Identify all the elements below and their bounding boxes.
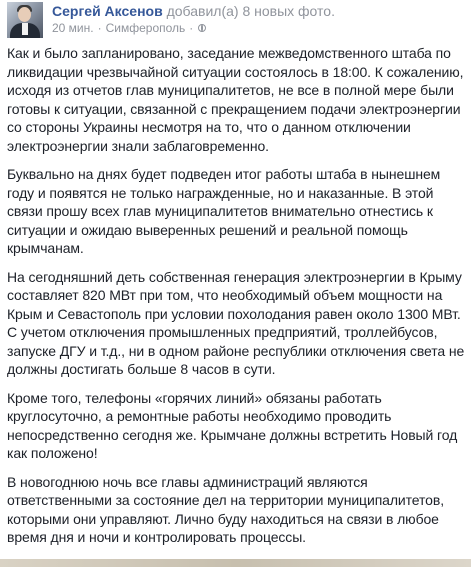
post-photo-preview[interactable]: [0, 559, 471, 567]
author-avatar[interactable]: [7, 2, 43, 38]
post-timestamp[interactable]: 20 мин.: [52, 21, 94, 35]
post-location[interactable]: Симферополь: [105, 21, 186, 35]
post-paragraph: В новогоднюю ночь все главы администраций являются ответственными за состояние дел на территории муниципалитетов, которыми они управляют. Лично буду находиться на связи в любое время дня и ночи и контролировать процессы.: [7, 473, 444, 545]
post-action-text: добавил(а) 8 новых фото.: [166, 3, 335, 19]
separator-dot: ·: [189, 21, 194, 35]
post-paragraph: Буквально на днях будет подведен итог работы штаба в нынешнем году и появятся не только награжденные, но и наказанные. В этой связи прошу всех глав муниципалитетов внимательно отнестись к ситуации и ожидаю выверенных решений и реальной помощь крымчанам.: [7, 166, 441, 256]
separator-dot: ·: [97, 21, 102, 35]
post-meta: [52, 2, 335, 36]
post-subline: [52, 20, 335, 36]
post-header: [7, 2, 335, 38]
post-title-line: [52, 2, 335, 20]
post-paragraph: На сегодняшний деть собственная генерация электроэнергии в Крыму составляет 820 МВт при том, что необходимый объем мощности на Крым и Севастополь при условии похолодания равен около 1300 МВт. С учетом отключения промышленных предприятий, троллейбусов, запуске ДГУ и т.д., ни в одном районе республики отключения света не должны достигать больше 8 часов в сути.: [7, 268, 465, 377]
post-paragraph: Как и было запланировано, заседание межведомственного штаба по ликвидации чрезвычайной ситуации состоялось в 18:00. К сожалению, исходя из отчетов глав муниципалитетов, не все в полной мере были готовы к ситуации, связанной с прекращением подачи электроэнергии со стороны Украины несмотря на то, что о данном отключении электроэнергии знали заблаговременно.: [7, 45, 464, 154]
post-text: [7, 44, 467, 557]
globe-icon[interactable]: [198, 24, 206, 32]
author-name-link[interactable]: Сергей Аксенов: [52, 3, 163, 19]
post-paragraph: Кроме того, телефоны «горячих линий» обязаны работать круглосуточно, а ремонтные работы необходимо проводить непосредственно сегодня же. Крымчане должны встретить Новый год как положено!: [7, 389, 458, 461]
